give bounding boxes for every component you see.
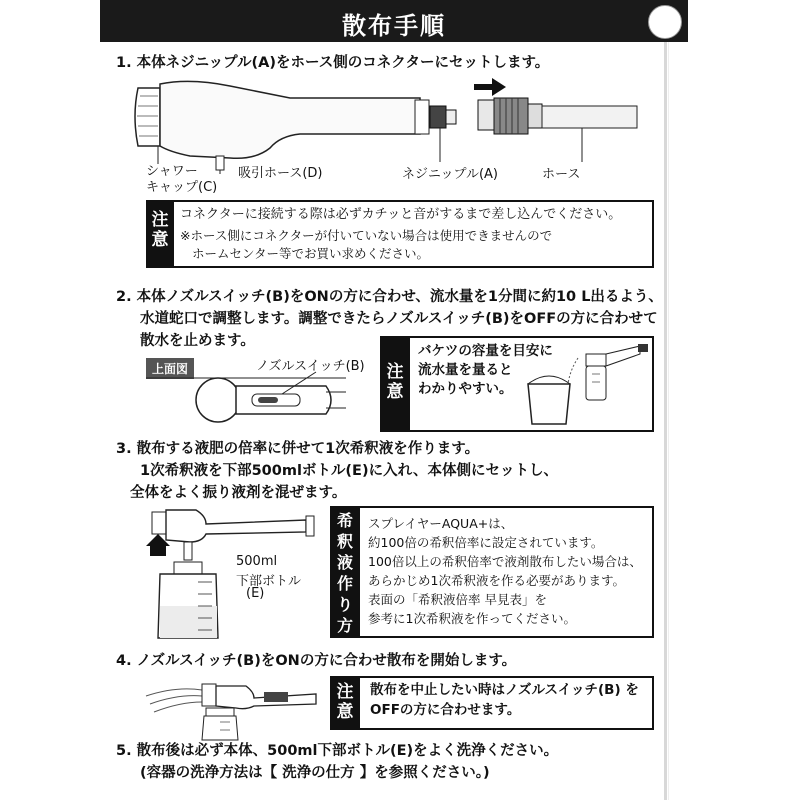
page-edge-line-inner xyxy=(668,42,669,800)
spraying-illustration xyxy=(146,674,326,744)
step5-line1: 5. 散布後は必ず本体、500ml下部ボトル(E)をよく洗浄ください。 xyxy=(116,743,559,759)
bottle-label-1: 500ml xyxy=(236,554,278,569)
step3-line2: 1次希釈液を下部500mlボトル(E)に入れ、本体側にセットし、 xyxy=(140,463,558,479)
step1-text: 1. 本体ネジニップル(A)をホース側のコネクターにセットします。 xyxy=(116,55,550,71)
hose-label: ホース xyxy=(542,167,581,182)
step2-note-line2: 流水量を量ると xyxy=(418,362,513,378)
step4-text: 4. ノズルスイッチ(B)をONの方に合わせ散布を開始します。 xyxy=(116,653,517,669)
step3-note-tag-text: 希釈液作り方 xyxy=(336,511,353,635)
nipple-label: ネジニップル(A) xyxy=(402,167,498,182)
shower-cap-label-1: シャワー xyxy=(146,164,198,179)
top-view-tag: 上面図 xyxy=(146,358,194,379)
step4-note-line2: OFFの方に合わせます。 xyxy=(370,702,521,718)
shower-cap-label-2: キャップ(C) xyxy=(146,180,218,195)
step3-note-line5: 表面の「希釈液倍率 早見表」を xyxy=(368,592,547,607)
page-title: 散布手順 xyxy=(342,12,446,40)
step4-note-tag-text: 注意 xyxy=(336,682,354,722)
sprayer-hose-illustration xyxy=(130,76,640,176)
step1-note-line3: ホームセンター等でお買い求めください。 xyxy=(192,246,430,261)
step3-note-line4: あらかじめ1次希釈液を作る必要があります。 xyxy=(368,573,625,588)
suction-hose-label: 吸引ホース(D) xyxy=(238,166,323,181)
punch-hole xyxy=(648,5,682,39)
step3-note-tag xyxy=(330,506,360,638)
step1-note-tag-text: 注意 xyxy=(151,210,169,250)
bottle-label-3: (E) xyxy=(246,586,265,601)
nozzle-switch-label: ノズルスイッチ(B) xyxy=(256,359,365,374)
step2-note-line1: バケツの容量を目安に xyxy=(418,343,553,359)
step2-line3: 散水を止めます。 xyxy=(140,333,255,349)
step4-note-line1: 散布を中止したい時はノズルスイッチ(B) を xyxy=(370,682,639,698)
step3-note-line1: スプレイヤーAQUA+は、 xyxy=(368,516,514,531)
step5-line2: (容器の洗浄方法は【 洗浄の仕方 】を参照ください。) xyxy=(140,765,490,781)
step2-line2: 水道蛇口で調整します。調整できたらノズルスイッチ(B)をOFFの方に合わせて xyxy=(140,311,658,327)
bottle-label-2: 下部ボトル xyxy=(236,574,302,589)
step3-note-line3: 100倍以上の希釈倍率で液剤散布したい場合は、 xyxy=(368,554,642,569)
step2-note-line3: わかりやすい。 xyxy=(418,381,513,397)
step2-note-tag xyxy=(380,336,410,432)
step1-note-tag xyxy=(146,200,174,268)
step4-note-tag xyxy=(330,676,360,730)
bucket-illustration xyxy=(520,340,650,430)
step3-note-line2: 約100倍の希釈倍率に設定されています。 xyxy=(368,535,604,550)
step3-line3: 全体をよく振り液剤を混ぜます。 xyxy=(130,485,347,501)
step2-line1: 2. 本体ノズルスイッチ(B)をONの方に合わせ、流水量を1分間に約10 L出るよう、 xyxy=(116,289,663,305)
step1-note-line1: コネクターに接続する際は必ずカチッと音がするまで差し込んでください。 xyxy=(180,207,622,222)
step2-note-tag-text: 注意 xyxy=(386,362,404,402)
title-bar xyxy=(100,0,688,42)
top-view-illustration xyxy=(146,374,366,434)
step3-line1: 3. 散布する液肥の倍率に併せて1次希釈液を作ります。 xyxy=(116,441,480,457)
page-edge-line xyxy=(664,42,667,800)
step3-note-line6: 参考に1次希釈液を作ってください。 xyxy=(368,611,576,626)
step1-note-line2: ※ホース側にコネクターが付いていない場合は使用できませんので xyxy=(180,228,553,243)
